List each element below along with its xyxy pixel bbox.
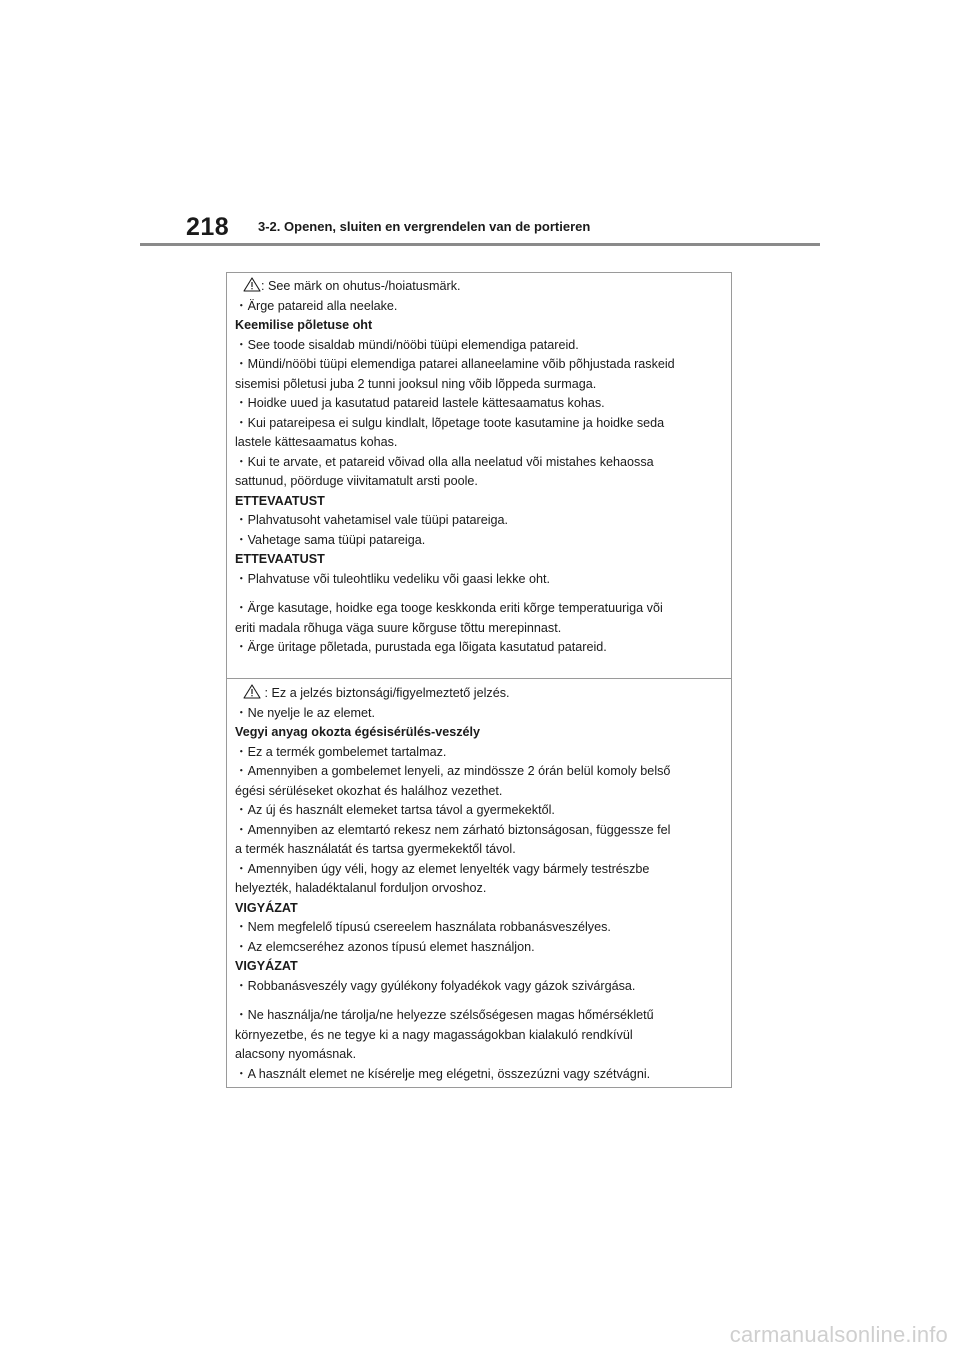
notice-line-text: ・Ärge kasutage, hoidke ega tooge keskkonda eriti kõrge temperatuuriga või (235, 601, 663, 615)
notice-line-text: ・Kui patareipesa ei sulgu kindlalt, lõpetage toote kasutamine ja hoidke seda (235, 415, 665, 430)
notice-line (235, 414, 721, 434)
notice-line-text: égési sérüléseket okozhat és halálhoz vezethet. (235, 783, 503, 798)
notice-line-text: Vegyi anyag okozta égésisérülés-veszély (235, 725, 481, 739)
notice-line (235, 1065, 721, 1085)
section-divider (227, 678, 731, 679)
notice-line (235, 619, 721, 639)
notice-line (235, 375, 721, 395)
notice-line (235, 599, 721, 619)
notice-line-text: ・Plahvatuse või tuleohtliku vedeliku või gaasi lekke oht. (235, 571, 551, 586)
notice-line-text: ・Ne nyelje le az elemet. (235, 705, 375, 720)
hungarian-notice (227, 684, 731, 1084)
notice-line-text: ETTEVAATUST (235, 493, 325, 508)
notice-line (235, 762, 721, 782)
notice-line (235, 394, 721, 414)
notice-line-text: : Ez a jelzés biztonsági/figyelmeztető jelzés. (261, 686, 510, 700)
notice-line (235, 277, 721, 297)
notice-heading (235, 957, 721, 977)
notice-line (235, 684, 721, 704)
estonian-notice (227, 277, 731, 658)
notice-line-text: ・Vahetage sama tüüpi patareiga. (235, 532, 426, 547)
notice-line (235, 1045, 721, 1065)
notice-line-text: ・See toode sisaldab mündi/nööbi tüüpi elemendiga patareid. (235, 337, 579, 352)
section-title: 3-2. Openen, sluiten en vergrendelen van de portieren (258, 219, 591, 234)
notice-line-text: ・Amennyiben úgy véli, hogy az elemet lenyelték vagy bármely testrészbe (235, 861, 650, 876)
notice-line (235, 472, 721, 492)
notice-line-text: VIGYÁZAT (235, 959, 298, 973)
notice-line-text: ・Amennyiben a gombelemet lenyeli, az mindössze 2 órán belül komoly belső (235, 764, 671, 778)
notice-line (235, 704, 721, 724)
notice-line (235, 879, 721, 899)
notice-line-text: sisemisi põletusi juba 2 tunni jooksul ning võib lõppeda surmaga. (235, 376, 597, 391)
notice-line-text: ・Robbanásveszély vagy gyúlékony folyadékok vagy gázok szivárgása. (235, 978, 636, 993)
notice-line-text: helyezték, haladéktalanul forduljon orvoshoz. (235, 881, 487, 895)
notice-line (235, 977, 721, 997)
watermark: carmanualsonline.info (729, 1322, 948, 1347)
notice-line-text: ・Kui te arvate, et patareid võivad olla alla neelatud või mistahes kehaossa (235, 454, 654, 469)
notice-line (235, 355, 721, 375)
notice-heading (235, 899, 721, 919)
notice-line-text: ・Az új és használt elemeket tartsa távol a gyermekektől. (235, 803, 555, 817)
notice-line-text: ・Hoidke uued ja kasutatud patareid lastele kättesaamatus kohas. (235, 396, 605, 410)
notice-line-text: VIGYÁZAT (235, 900, 298, 915)
notice-line (235, 1026, 721, 1046)
notice-heading (235, 316, 721, 336)
notice-line (235, 743, 721, 763)
notice-line (235, 433, 721, 453)
notice-line-text: ・Az elemcseréhez azonos típusú elemet használjon. (235, 939, 535, 954)
notice-line-text: alacsony nyomásnak. (235, 1047, 357, 1061)
notice-line (235, 821, 721, 841)
notice-line-text: ・Nem megfelelő típusú csereelem használata robbanásveszélyes. (235, 920, 611, 934)
notice-line (235, 511, 721, 531)
notice-line-text: Keemilise põletuse oht (235, 318, 373, 332)
notice-line-text: : See märk on ohutus-/hoiatusmärk. (261, 279, 461, 293)
notice-line (235, 1006, 721, 1026)
header-rule (140, 243, 820, 246)
notice-line (235, 531, 721, 551)
notice-line (235, 918, 721, 938)
notice-line (235, 782, 721, 802)
notice-line-text: ETTEVAATUST (235, 552, 325, 566)
notice-line-text: lastele kättesaamatus kohas. (235, 435, 398, 449)
notice-line-text: eriti madala rõhuga väga suure kõrguse tõttu merepinnast. (235, 620, 562, 635)
notice-line (235, 938, 721, 958)
notice-line (235, 638, 721, 658)
notice-line (235, 570, 721, 590)
warning-triangle-icon (243, 684, 261, 699)
notice-line-text: ・Ez a termék gombelemet tartalmaz. (235, 744, 447, 759)
notice-line-text: ・Plahvatusoht vahetamisel vale tüüpi patareiga. (235, 513, 509, 527)
notice-line-text: ・A használt elemet ne kísérelje meg elégetni, összezúzni vagy szétvágni. (235, 1066, 651, 1081)
notice-line-text: sattunud, pöörduge viivitamatult arsti poole. (235, 474, 478, 488)
page-number: 218 (186, 213, 230, 241)
warning-triangle-icon (243, 277, 261, 292)
notice-line-text: a termék használatát és tartsa gyermekektől távol. (235, 842, 516, 856)
notice-heading (235, 723, 721, 743)
notice-line (235, 801, 721, 821)
notice-line (235, 860, 721, 880)
notice-line-text: ・Ärge patareid alla neelake. (235, 298, 398, 313)
notice-line-text: ・Mündi/nööbi tüüpi elemendiga patarei allaneelamine võib põhjustada raskeid (235, 357, 675, 371)
notice-line-text: környezetbe, és ne tegye ki a nagy magasságokban kialakuló rendkívül (235, 1027, 633, 1042)
notice-heading (235, 550, 721, 570)
notice-line (235, 336, 721, 356)
battery-safety-notice (226, 272, 732, 1088)
notice-line (235, 453, 721, 473)
notice-line-text: ・Ne használja/ne tárolja/ne helyezze szélsőségesen magas hőmérsékletű (235, 1008, 654, 1022)
notice-line (235, 840, 721, 860)
notice-line-text: ・Amennyiben az elemtartó rekesz nem zárható biztonságosan, függessze fel (235, 822, 671, 837)
page-header (140, 212, 820, 246)
notice-line (235, 297, 721, 317)
notice-heading (235, 492, 721, 512)
notice-line-text: ・Ärge üritage põletada, purustada ega lõigata kasutatud patareid. (235, 640, 607, 654)
